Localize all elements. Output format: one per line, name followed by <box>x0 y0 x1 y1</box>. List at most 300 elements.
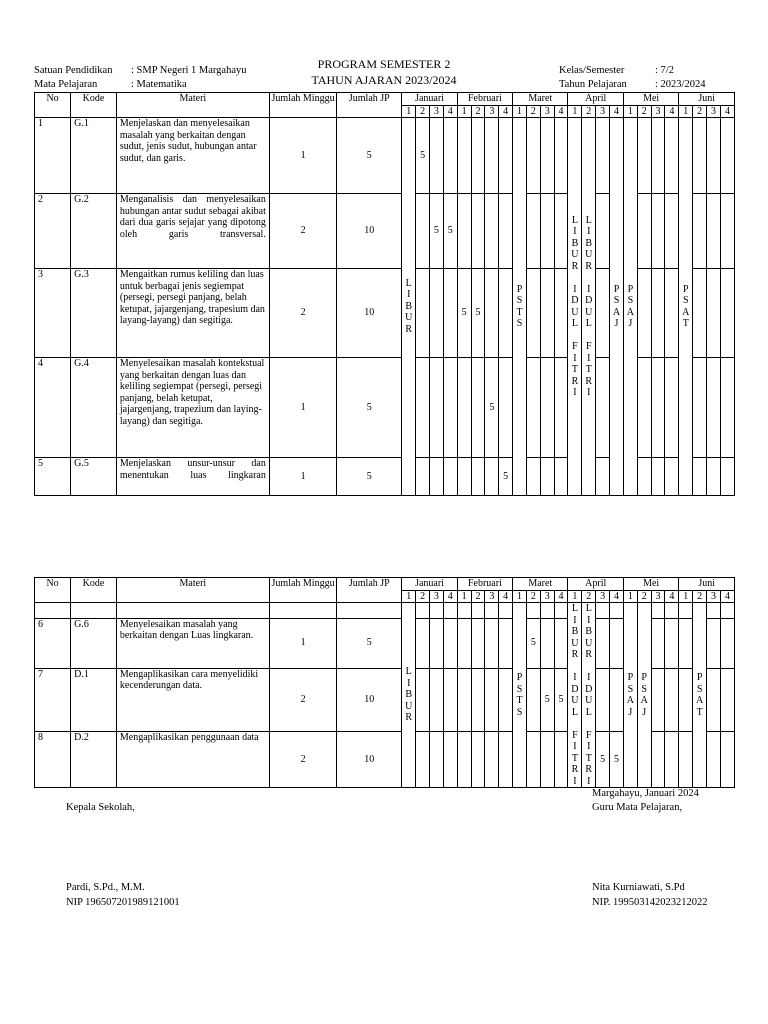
week-cell <box>430 618 444 668</box>
week-cell <box>540 358 554 458</box>
week-cell <box>693 458 707 496</box>
week-cell <box>485 603 499 619</box>
col-jp-header: Jumlah JP <box>337 93 402 118</box>
week-cell <box>416 731 430 787</box>
week-cell <box>457 118 471 194</box>
week-cell <box>720 603 734 619</box>
week-cell <box>554 458 568 496</box>
month-header: Februari <box>457 93 512 106</box>
week-cell <box>526 358 540 458</box>
row-number: 4 <box>35 358 71 458</box>
week-cell <box>554 118 568 194</box>
week-cell <box>443 118 457 194</box>
week-number: 4 <box>554 105 568 118</box>
week-cell <box>707 603 721 619</box>
week-cell <box>526 668 540 731</box>
event-label: P S T S <box>513 118 527 496</box>
week-cell <box>637 194 651 269</box>
row-jp: 10 <box>337 668 402 731</box>
jp-mark: 5 <box>430 194 444 269</box>
empty-cell <box>337 603 402 619</box>
row-kode: G.4 <box>71 358 117 458</box>
week-cell <box>526 269 540 358</box>
week-number: 1 <box>623 590 637 603</box>
table-row <box>35 118 735 194</box>
week-cell <box>554 269 568 358</box>
class-label: Kelas/Semester <box>559 65 625 76</box>
week-cell <box>457 458 471 496</box>
week-number: 1 <box>513 105 527 118</box>
week-number: 3 <box>485 105 499 118</box>
row-jp: 5 <box>337 118 402 194</box>
event-label: P S A J <box>623 603 637 788</box>
week-number: 3 <box>707 105 721 118</box>
week-cell <box>693 269 707 358</box>
week-cell <box>540 618 554 668</box>
teacher-role: Guru Mata Pelajaran, <box>592 802 683 813</box>
week-cell <box>693 118 707 194</box>
week-number: 1 <box>568 590 582 603</box>
week-cell <box>665 269 679 358</box>
event-label: L I B U R I D U L F I T R I <box>568 118 582 496</box>
week-cell <box>554 194 568 269</box>
week-cell <box>457 731 471 787</box>
row-materi: Menjelaskan unsur-unsur dan menentukan luas lingkaran <box>116 458 269 496</box>
week-cell <box>485 194 499 269</box>
week-cell <box>499 269 513 358</box>
event-label: P S A T <box>693 603 707 788</box>
week-cell <box>637 269 651 358</box>
week-cell <box>665 118 679 194</box>
week-number: 1 <box>568 105 582 118</box>
week-cell <box>651 118 665 194</box>
week-number: 3 <box>651 590 665 603</box>
week-cell <box>596 269 610 358</box>
week-cell <box>610 618 624 668</box>
week-cell <box>665 458 679 496</box>
week-cell <box>554 731 568 787</box>
week-number: 1 <box>402 590 416 603</box>
row-number: 7 <box>35 668 71 731</box>
program-table-2 <box>34 577 735 788</box>
week-cell <box>430 458 444 496</box>
week-number: 2 <box>693 590 707 603</box>
week-cell <box>679 731 693 787</box>
week-cell <box>526 603 540 619</box>
week-cell <box>499 194 513 269</box>
week-cell <box>720 618 734 668</box>
week-cell <box>554 618 568 668</box>
week-number: 2 <box>637 105 651 118</box>
week-number: 1 <box>679 105 693 118</box>
week-cell <box>540 269 554 358</box>
week-cell <box>485 668 499 731</box>
week-cell <box>457 358 471 458</box>
week-cell <box>471 118 485 194</box>
row-kode: D.2 <box>71 731 117 787</box>
week-number: 4 <box>443 105 457 118</box>
week-cell <box>485 731 499 787</box>
week-cell <box>471 358 485 458</box>
week-cell <box>596 668 610 731</box>
headmaster-name: Pardi, S.Pd., M.M. <box>66 882 145 893</box>
jp-mark: 5 <box>457 269 471 358</box>
row-minggu: 2 <box>269 269 336 358</box>
week-number: 1 <box>402 105 416 118</box>
week-cell <box>499 668 513 731</box>
week-cell <box>540 194 554 269</box>
week-number: 2 <box>526 105 540 118</box>
week-number: 1 <box>679 590 693 603</box>
jp-mark: 5 <box>485 358 499 458</box>
row-minggu: 1 <box>269 358 336 458</box>
week-cell <box>651 269 665 358</box>
week-cell <box>665 618 679 668</box>
week-cell <box>679 618 693 668</box>
week-cell <box>596 603 610 619</box>
week-number: 4 <box>499 590 513 603</box>
col-kode-header: Kode <box>71 578 117 603</box>
row-minggu: 1 <box>269 618 336 668</box>
month-header: Juni <box>679 93 735 106</box>
program-table-1 <box>34 92 735 496</box>
week-cell <box>499 603 513 619</box>
week-cell <box>416 668 430 731</box>
week-cell <box>651 603 665 619</box>
subject-value: : Matematika <box>131 79 187 90</box>
month-header: Juni <box>679 578 735 591</box>
event-label: L I B U R I D U L F I T R I <box>582 603 596 788</box>
week-cell <box>707 668 721 731</box>
row-kode: G.2 <box>71 194 117 269</box>
col-no-header: No <box>35 93 71 118</box>
week-cell <box>720 668 734 731</box>
week-cell <box>637 458 651 496</box>
week-cell <box>430 118 444 194</box>
row-materi: Mengaplikasikan cara menyelidiki kecenderungan data. <box>116 668 269 731</box>
row-jp: 5 <box>337 618 402 668</box>
week-cell <box>665 603 679 619</box>
week-cell <box>707 358 721 458</box>
month-header: Januari <box>402 578 457 591</box>
doc-subtitle: TAHUN AJARAN 2023/2024 <box>311 73 457 87</box>
week-cell <box>596 118 610 194</box>
week-cell <box>457 618 471 668</box>
headmaster-nip: NIP 196507201989121001 <box>66 897 180 908</box>
teacher-nip: NIP. 199503142023212022 <box>592 897 708 908</box>
week-number: 3 <box>596 105 610 118</box>
col-minggu-header: Jumlah Minggu <box>269 578 336 603</box>
week-cell <box>499 618 513 668</box>
empty-cell <box>35 603 71 619</box>
row-kode: G.3 <box>71 269 117 358</box>
jp-mark: 5 <box>471 269 485 358</box>
empty-cell <box>269 603 336 619</box>
week-number: 1 <box>457 590 471 603</box>
row-jp: 5 <box>337 358 402 458</box>
doc-title: PROGRAM SEMESTER 2 <box>317 57 451 71</box>
week-number: 1 <box>457 105 471 118</box>
col-jp-header: Jumlah JP <box>337 578 402 603</box>
week-cell <box>499 118 513 194</box>
week-cell <box>471 603 485 619</box>
row-jp: 10 <box>337 194 402 269</box>
event-label: P S A J <box>637 603 651 788</box>
row-minggu: 1 <box>269 118 336 194</box>
row-jp: 10 <box>337 731 402 787</box>
row-materi: Menjelaskan dan menyelesaikan masalah yang berkaitan dengan sudut, jenis sudut, hubungan antar sudut, dan garis. <box>116 118 269 194</box>
week-number: 3 <box>430 105 444 118</box>
row-kode: G.6 <box>71 618 117 668</box>
week-cell <box>443 269 457 358</box>
teacher-name: Nita Kurniawati, S.Pd <box>592 882 685 893</box>
jp-mark: 5 <box>416 118 430 194</box>
col-kode-header: Kode <box>71 93 117 118</box>
week-number: 2 <box>471 590 485 603</box>
week-cell <box>707 458 721 496</box>
week-cell <box>416 603 430 619</box>
week-cell <box>554 603 568 619</box>
week-cell <box>720 358 734 458</box>
week-number: 4 <box>610 590 624 603</box>
week-cell <box>596 194 610 269</box>
week-number: 4 <box>720 105 734 118</box>
week-cell <box>526 118 540 194</box>
week-cell <box>720 731 734 787</box>
week-number: 4 <box>665 590 679 603</box>
headmaster-role: Kepala Sekolah, <box>66 802 135 813</box>
row-jp: 10 <box>337 269 402 358</box>
year-value: : 2023/2024 <box>655 79 706 90</box>
year-label: Tahun Pelajaran <box>559 79 627 90</box>
week-cell <box>526 194 540 269</box>
row-materi: Menyelesaikan masalah kontekstual yang berkaitan dengan luas dan keliling segiempat (persegi, persegi panjang, belah ketupat, jajargenjang, trapezium dan laying-layang) dan segitiga. <box>116 358 269 458</box>
week-cell <box>443 358 457 458</box>
week-cell <box>540 458 554 496</box>
week-cell <box>443 731 457 787</box>
week-cell <box>665 358 679 458</box>
week-cell <box>471 731 485 787</box>
event-label: L I B U R I D U L F I T R I <box>582 118 596 496</box>
week-cell <box>720 194 734 269</box>
week-cell <box>443 458 457 496</box>
row-materi: Mengaitkan rumus keliling dan luas untuk berbagai jenis segiempat (persegi, persegi panjang, belah ketupat, jajargenjang, trapesium dan layang-layang) dan segitiga. <box>116 269 269 358</box>
event-label: P S A T <box>679 118 693 496</box>
empty-cell <box>116 603 269 619</box>
week-cell <box>443 668 457 731</box>
week-cell <box>554 358 568 458</box>
week-cell <box>485 458 499 496</box>
row-materi: Menganalisis dan menyelesaikan hubungan antar sudut sebagai akibat dari dua garis sejajar yang dipotong oleh garis transversal. <box>116 194 269 269</box>
week-number: 1 <box>513 590 527 603</box>
row-minggu: 2 <box>269 668 336 731</box>
subject-label: Mata Pelajaran <box>34 79 98 90</box>
week-cell <box>457 668 471 731</box>
event-label: L I B U R <box>402 118 416 496</box>
row-minggu: 1 <box>269 458 336 496</box>
week-cell <box>416 269 430 358</box>
row-number: 6 <box>35 618 71 668</box>
week-cell <box>720 458 734 496</box>
week-number: 3 <box>430 590 444 603</box>
event-label: P S A J <box>610 118 624 496</box>
jp-mark: 5 <box>610 731 624 787</box>
week-cell <box>720 269 734 358</box>
week-number: 3 <box>540 590 554 603</box>
week-cell <box>651 618 665 668</box>
week-cell <box>707 731 721 787</box>
week-number: 2 <box>637 590 651 603</box>
col-materi-header: Materi <box>116 93 269 118</box>
row-number: 8 <box>35 731 71 787</box>
event-label: L I B U R I D U L F I T R I <box>568 603 582 788</box>
week-cell <box>637 118 651 194</box>
row-minggu: 2 <box>269 731 336 787</box>
week-cell <box>679 603 693 619</box>
week-cell <box>651 668 665 731</box>
week-cell <box>430 731 444 787</box>
jp-mark: 5 <box>554 668 568 731</box>
week-number: 3 <box>485 590 499 603</box>
school-label: Satuan Pendidikan <box>34 65 113 76</box>
month-header: Mei <box>623 578 678 591</box>
week-cell <box>693 358 707 458</box>
week-cell <box>637 358 651 458</box>
week-cell <box>540 603 554 619</box>
week-number: 3 <box>651 105 665 118</box>
month-header: Februari <box>457 578 512 591</box>
week-number: 3 <box>596 590 610 603</box>
week-cell <box>499 731 513 787</box>
week-number: 4 <box>499 105 513 118</box>
week-cell <box>651 194 665 269</box>
week-cell <box>651 458 665 496</box>
week-number: 4 <box>443 590 457 603</box>
week-cell <box>430 269 444 358</box>
week-cell <box>471 668 485 731</box>
week-number: 4 <box>610 105 624 118</box>
week-number: 1 <box>623 105 637 118</box>
row-materi: Mengaplikasikan penggunaan data <box>116 731 269 787</box>
col-materi-header: Materi <box>116 578 269 603</box>
month-header: Mei <box>623 93 678 106</box>
class-value: : 7/2 <box>655 65 674 76</box>
week-cell <box>443 603 457 619</box>
week-cell <box>720 118 734 194</box>
week-number: 3 <box>540 105 554 118</box>
week-cell <box>471 458 485 496</box>
week-cell <box>526 731 540 787</box>
week-cell <box>665 194 679 269</box>
week-cell <box>430 668 444 731</box>
month-header: April <box>568 93 623 106</box>
row-number: 2 <box>35 194 71 269</box>
month-header: Maret <box>513 578 568 591</box>
week-cell <box>707 269 721 358</box>
week-cell <box>485 269 499 358</box>
week-cell <box>471 194 485 269</box>
week-cell <box>443 618 457 668</box>
week-cell <box>693 194 707 269</box>
col-no-header: No <box>35 578 71 603</box>
jp-mark: 5 <box>443 194 457 269</box>
week-number: 4 <box>720 590 734 603</box>
week-cell <box>707 194 721 269</box>
week-cell <box>665 668 679 731</box>
week-cell <box>610 603 624 619</box>
jp-mark: 5 <box>540 668 554 731</box>
week-cell <box>416 618 430 668</box>
row-materi: Menyelesaikan masalah yang berkaitan dengan Luas lingkaran. <box>116 618 269 668</box>
week-cell <box>471 618 485 668</box>
week-cell <box>416 458 430 496</box>
week-number: 4 <box>665 105 679 118</box>
week-cell <box>707 118 721 194</box>
month-header: Januari <box>402 93 457 106</box>
week-number: 3 <box>707 590 721 603</box>
week-cell <box>416 358 430 458</box>
place-date: Margahayu, Januari 2024 <box>592 788 699 799</box>
week-cell <box>457 194 471 269</box>
week-number: 2 <box>526 590 540 603</box>
jp-mark: 5 <box>526 618 540 668</box>
week-number: 2 <box>693 105 707 118</box>
row-kode: G.5 <box>71 458 117 496</box>
week-cell <box>610 668 624 731</box>
week-number: 2 <box>416 590 430 603</box>
week-cell <box>540 731 554 787</box>
jp-mark: 5 <box>596 731 610 787</box>
row-number: 3 <box>35 269 71 358</box>
col-minggu-header: Jumlah Minggu <box>269 93 336 118</box>
row-number: 5 <box>35 458 71 496</box>
row-jp: 5 <box>337 458 402 496</box>
week-cell <box>485 118 499 194</box>
event-label: P S T S <box>513 603 527 788</box>
row-kode: G.1 <box>71 118 117 194</box>
week-number: 2 <box>471 105 485 118</box>
month-header: Maret <box>513 93 568 106</box>
event-label: L I B U R <box>402 603 416 788</box>
week-cell <box>651 358 665 458</box>
week-cell <box>430 358 444 458</box>
row-minggu: 2 <box>269 194 336 269</box>
school-value: : SMP Negeri 1 Margahayu <box>131 65 247 76</box>
week-cell <box>707 618 721 668</box>
week-number: 2 <box>416 105 430 118</box>
week-cell <box>679 668 693 731</box>
week-cell <box>526 458 540 496</box>
week-cell <box>596 618 610 668</box>
empty-cell <box>71 603 117 619</box>
week-cell <box>416 194 430 269</box>
week-cell <box>651 731 665 787</box>
jp-mark: 5 <box>499 458 513 496</box>
week-cell <box>485 618 499 668</box>
row-number: 1 <box>35 118 71 194</box>
event-label: P S A J <box>623 118 637 496</box>
row-kode: D.1 <box>71 668 117 731</box>
week-number: 4 <box>554 590 568 603</box>
week-cell <box>665 731 679 787</box>
week-cell <box>457 603 471 619</box>
week-cell <box>430 603 444 619</box>
month-header: April <box>568 578 623 591</box>
week-cell <box>596 458 610 496</box>
week-cell <box>499 358 513 458</box>
week-cell <box>596 358 610 458</box>
week-number: 2 <box>582 590 596 603</box>
